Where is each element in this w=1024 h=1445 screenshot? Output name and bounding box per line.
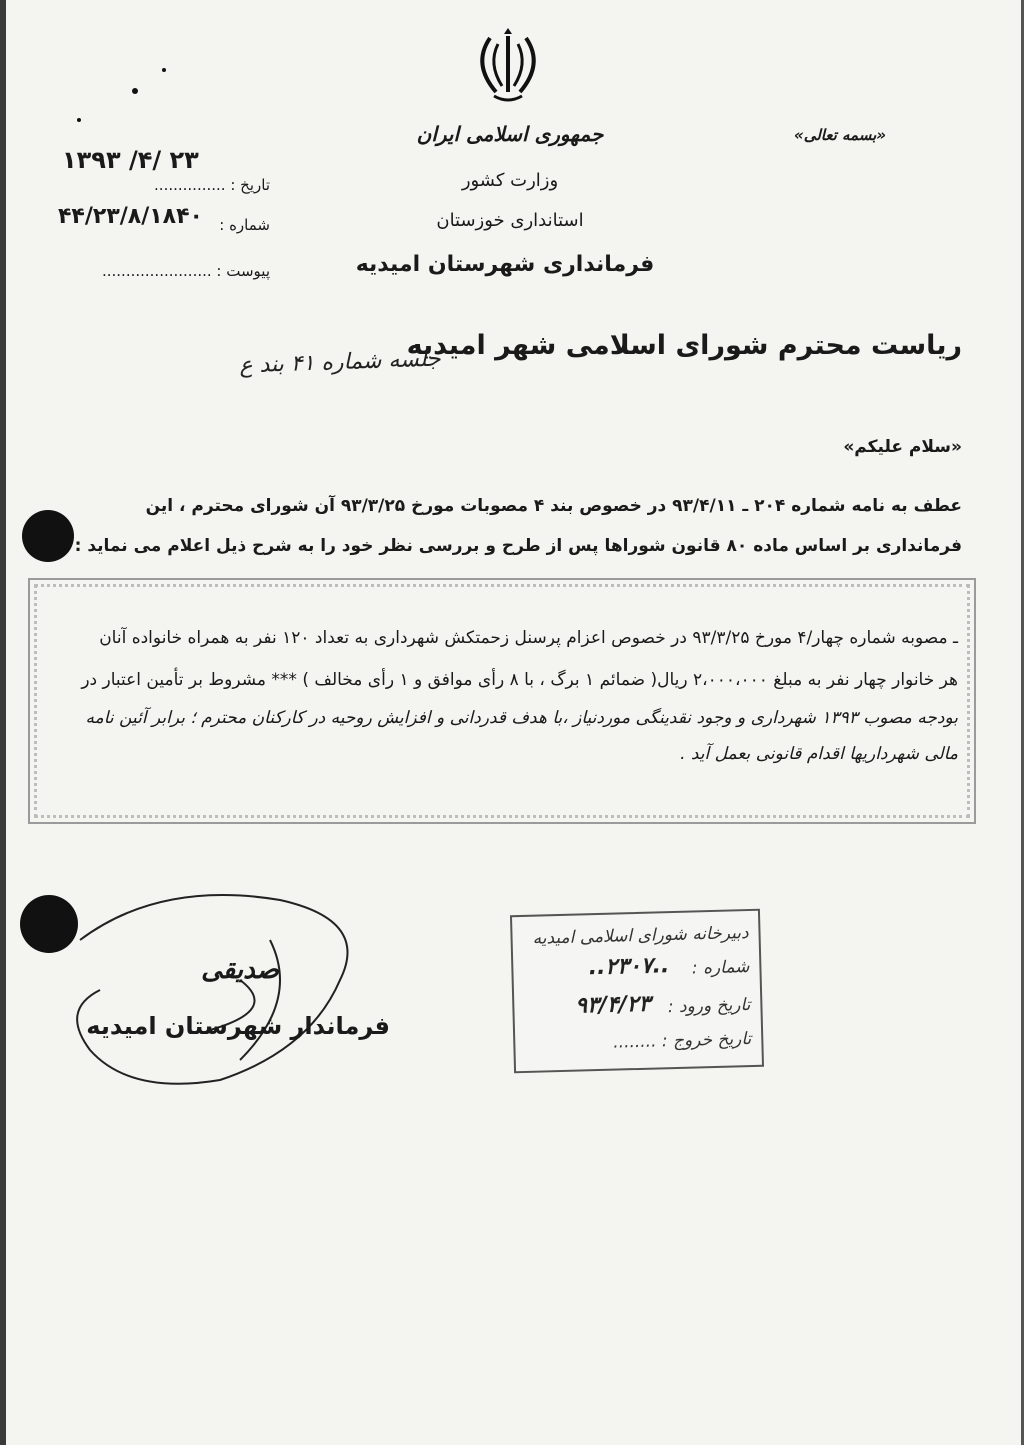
handwritten-margin-note: جلسه شماره ۴۱ بند ع (238, 346, 442, 379)
council-secretariat-stamp (510, 909, 764, 1073)
header-province: استانداری خوزستان (436, 210, 584, 231)
attachment-label: پیوست : ....................... (101, 262, 270, 280)
number-value: ۴۴/۲۳/۸/۱۸۴۰ (58, 204, 203, 229)
body-line-2: فرمانداری بر اساس ماده ۸۰ قانون شوراها پس از طرح و بررسی نظر خود را به شرح ذیل اعلام می نماید : (74, 536, 962, 556)
body-line-1: عطف به نامه شماره ۲۰۴ ـ ۹۳/۴/۱۱ در خصوص بند ۴ مصوبات مورخ ۹۳/۳/۲۵ آن شورای محترم ، این (145, 496, 962, 516)
resolution-line-3: بودجه مصوب ۱۳۹۳ شهرداری و وجود نقدینگی موردنیاز ،با هدف قدردانی و افزایش روحیه در کارکنان محترم ؛ برابر آئین نامه (85, 708, 958, 728)
resolution-line-1: ـ مصوبه شماره چهار/۴ مورخ ۹۳/۳/۲۵ در خصوص اعزام پرسنل زحمتکش شهرداری به تعداد ۱۲۰ نفر به همراه خانواده آنان (99, 628, 958, 648)
stamp-entry-label: تاریخ ورود : (667, 995, 751, 1018)
scan-edge-left (0, 0, 6, 1445)
recipient-line: ریاست محترم شورای اسلامی شهر امیدیه (406, 330, 962, 361)
greeting: «سلام علیکم» (843, 437, 962, 457)
basmala: «بسمه تعالی» (793, 126, 887, 144)
resolution-line-2: هر خانوار چهار نفر به مبلغ ۲،۰۰۰،۰۰۰ ریال( ضمائم ۱ برگ ، با ۸ رأی موافق و ۱ رأی مخالف ) *** مشروط بر تأمین اعتبار در (81, 670, 958, 690)
resolution-line-4: مالی شهرداریها اقدام قانونی بعمل آید . (680, 744, 958, 764)
date-label: تاریخ : ............... (154, 176, 270, 194)
stamp-number-label: شماره : (691, 957, 750, 979)
header-governorate: فرمانداری شهرستان امیدیه (355, 252, 655, 277)
header-republic: جمهوری اسلامی ایران (416, 122, 604, 146)
stamp-entry-value: ۹۳/۴/۲۳ (574, 991, 651, 1019)
stamp-number-value: ..۲۳۰۷.. (588, 953, 670, 981)
speck (162, 68, 166, 72)
signer-name: صدیقی (201, 955, 279, 985)
stamp-exit-label: تاریخ خروج : ........ (613, 1029, 752, 1053)
signer-title: فرماندار شهرستان امیدیه (86, 1012, 390, 1040)
number-label: شماره : (219, 216, 270, 234)
resolution-box (28, 578, 976, 824)
stamp-title: دبیرخانه شورای اسلامی امیدیه (532, 923, 749, 949)
iran-emblem-icon (468, 28, 548, 104)
speck (132, 88, 138, 94)
speck (77, 118, 81, 122)
date-value: ۱۳۹۳ /۴/ ۲۳ (62, 146, 199, 174)
signature-scribble (40, 880, 370, 1090)
header-ministry: وزارت کشور (461, 170, 559, 191)
